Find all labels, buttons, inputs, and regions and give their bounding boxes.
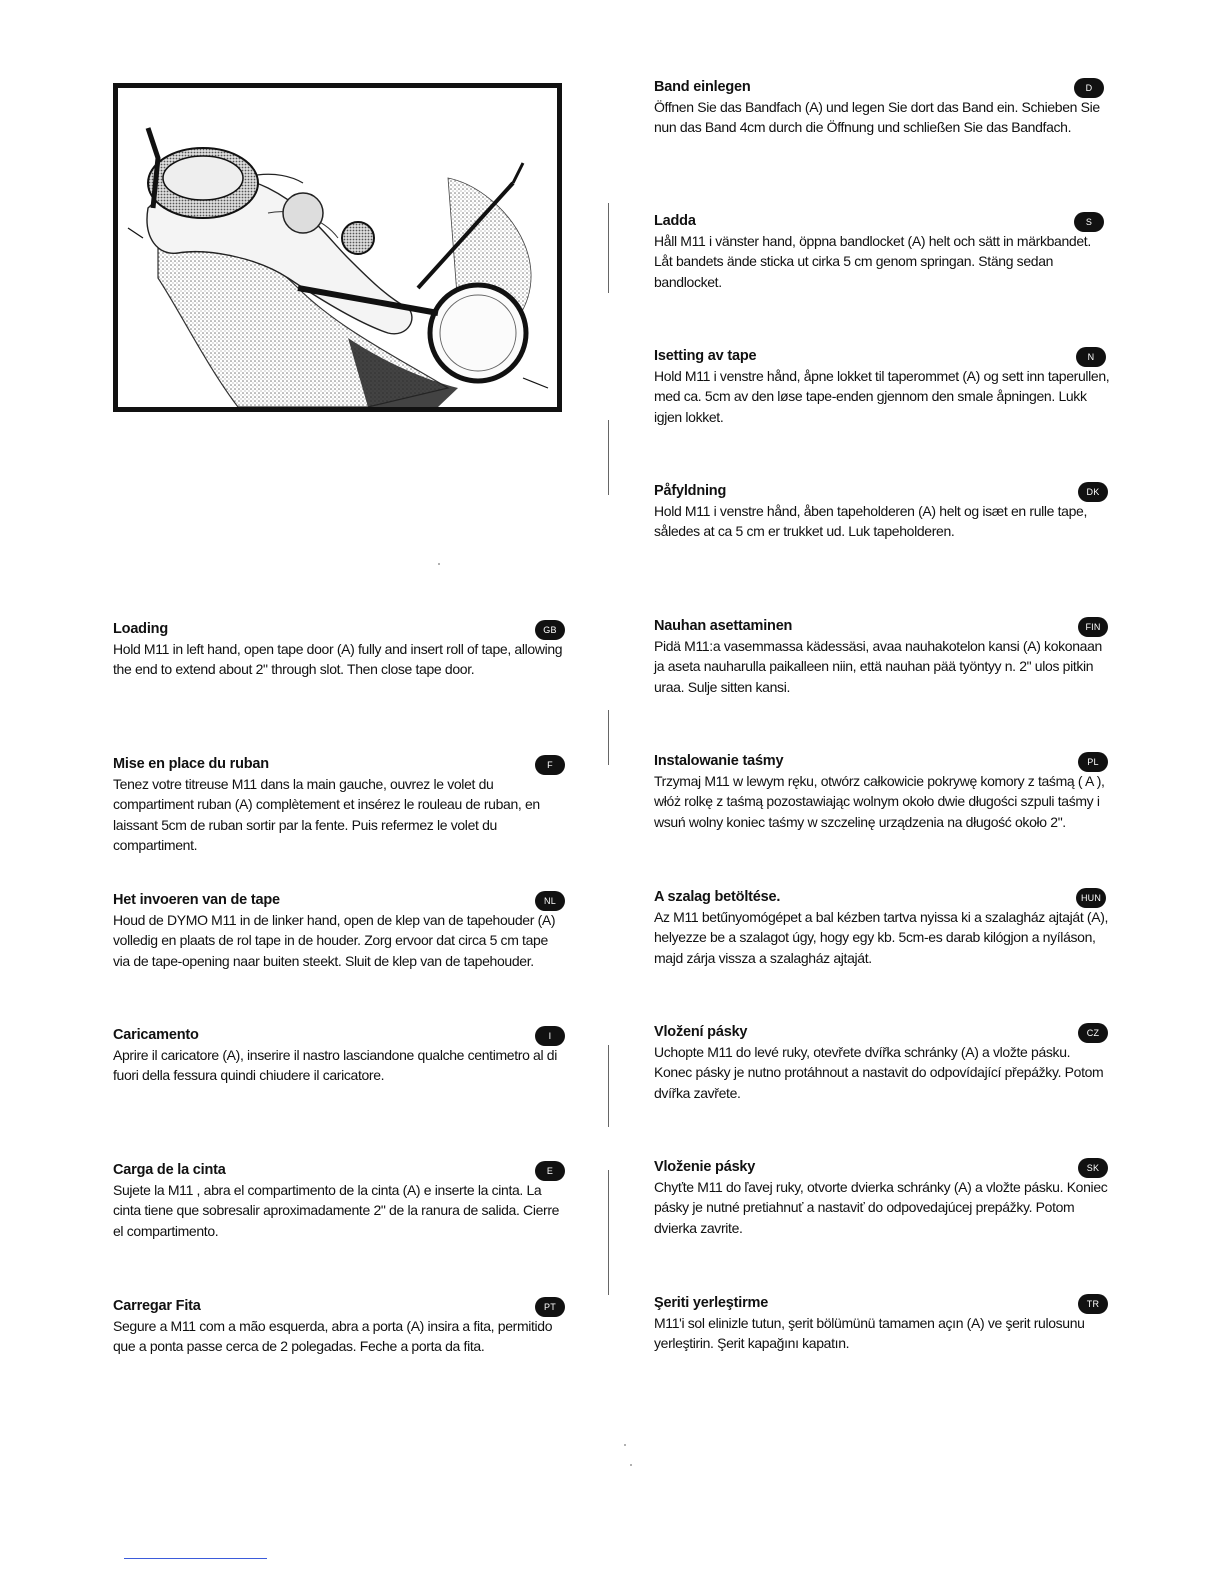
section-cz — [654, 1022, 1110, 1103]
language-badge: GB — [535, 620, 565, 640]
section-title: Vložení pásky — [654, 1024, 748, 1040]
scan-speck — [630, 1464, 632, 1466]
section-f — [113, 754, 565, 855]
language-badge: FIN — [1078, 617, 1108, 637]
language-badge: I — [535, 1026, 565, 1046]
section-text: Chyťte M11 do ľavej ruky, otvorte dvierka schránky (A) a vložte pásku. Koniec pásky je nutné pretiahnuť a nastaviť do odpovedajúcej prepážky. Potom dvierka zavrite. — [654, 1179, 1108, 1236]
section-e — [113, 1160, 565, 1241]
section-text: Hold M11 i venstre hånd, åben tapeholderen (A) helt og isæt en rulle tape, således at ca 5 cm er trukket ud. Luk tapeholderen. — [654, 503, 1088, 540]
section-pt — [113, 1296, 565, 1357]
scan-speck — [438, 563, 440, 565]
section-title: Ladda — [654, 213, 696, 229]
language-badge: E — [535, 1161, 565, 1181]
section-text: Segure a M11 com a mão esquerda, abra a porta (A) insira a fita, permitido que a ponta passe cerca de 2 polegadas. Feche a porta da fita. — [113, 1318, 553, 1355]
section-title: Isetting av tape — [654, 348, 757, 364]
section-sk — [654, 1157, 1110, 1238]
section-title: Caricamento — [113, 1027, 199, 1043]
language-badge: TR — [1078, 1294, 1108, 1314]
language-badge: PT — [535, 1297, 565, 1317]
section-title: Mise en place du ruban — [113, 756, 269, 772]
section-i — [113, 1025, 565, 1086]
language-badge: N — [1076, 347, 1106, 367]
section-n — [654, 346, 1110, 427]
product-photo — [113, 83, 562, 412]
section-title: Band einlegen — [654, 79, 751, 95]
language-badge: PL — [1078, 752, 1108, 772]
language-badge: DK — [1078, 482, 1108, 502]
section-d — [654, 77, 1110, 138]
language-badge: CZ — [1078, 1023, 1108, 1043]
section-text: Aprire il caricatore (A), inserire il nastro lasciandone qualche centimetro al di fuori della fessura quindi chiudere il caricatore. — [113, 1047, 557, 1084]
section-text: Hold M11 in left hand, open tape door (A) fully and insert roll of tape, allowing the end to extend about 2" through slot. Then close tape door. — [113, 641, 563, 678]
section-title: A szalag betöltése. — [654, 889, 781, 905]
section-tr — [654, 1293, 1110, 1354]
label-maker-illustration — [118, 88, 557, 407]
section-title: Het invoeren van de tape — [113, 892, 280, 908]
section-text: M11'i sol elinizle tutun, şerit bölümünü tamamen açın (A) ve şerit rulosunu yerleştirin. Şerit kapağını kapatın. — [654, 1315, 1085, 1352]
language-badge: SK — [1078, 1158, 1108, 1178]
section-dk — [654, 481, 1110, 542]
column-divider — [608, 1045, 609, 1127]
section-s — [654, 211, 1110, 292]
language-badge: HUN — [1076, 888, 1106, 908]
bottom-rule — [124, 1558, 267, 1559]
section-text: Houd de DYMO M11 in de linker hand, open de klep van de tapehouder (A) volledig en plaats de rol tape in de houder. Zorg ervoor dat circa 5 cm tape via de tape-opening naar buiten steekt. Sluit de klep van de tapehouder. — [113, 912, 556, 969]
section-text: Hold M11 i venstre hånd, åpne lokket til taperommet (A) og sett inn taperullen, med ca. 5cm av den løse tape-enden gjennom den smale åpningen. Lukk igjen lokket. — [654, 368, 1110, 425]
section-hun — [654, 887, 1110, 968]
language-badge: D — [1074, 78, 1104, 98]
scan-speck — [624, 1444, 626, 1446]
section-pl — [654, 751, 1110, 832]
language-badge: S — [1074, 212, 1104, 232]
language-badge: F — [535, 755, 565, 775]
section-title: Carregar Fita — [113, 1298, 201, 1314]
column-divider — [608, 1170, 609, 1295]
language-badge: NL — [535, 891, 565, 911]
section-text: Uchopte M11 do levé ruky, otevřete dvířka schránky (A) a vložte pásku. Konec pásky je nutno protáhnout a nastavit do odpovídající přepážky. Potom dvířka zavřete. — [654, 1044, 1104, 1101]
section-title: Loading — [113, 621, 168, 637]
section-title: Påfyldning — [654, 483, 727, 499]
section-text: Az M11 betűnyomógépet a bal kézben tartva nyissa ki a szalagház ajtaját (A), helyezze be a szalagot úgy, hogy egy kb. 5cm-es darab kilógjon a nyíláson, majd zárja vissza a szalagház ajtaját. — [654, 909, 1109, 966]
section-title: Şeriti yerleştirme — [654, 1295, 769, 1311]
section-text: Tenez votre titreuse M11 dans la main gauche, ouvrez le volet du compartiment ruban (A) complètement et insérez le rouleau de ruban, en laissant 5cm de ruban sortir par la fente. Puis refermez le volet du compartiment. — [113, 776, 540, 853]
section-title: Nauhan asettaminen — [654, 618, 793, 634]
section-text: Trzymaj M11 w lewym ręku, otwórz całkowicie pokrywę komory z taśmą ( A ), włóż rolkę z taśmą pozostawiając wolnym około dwie długości szpuli taśmy i wsuń wolny koniec taśmy w szczelinę urządzenia na długość około 2". — [654, 773, 1105, 830]
section-title: Vloženie pásky — [654, 1159, 756, 1175]
section-text: Sujete la M11 , abra el compartimento de la cinta (A) e inserte la cinta. La cinta tiene que sobresalir aproximadamente 2" de la ranura de salida. Cierre el compartimento. — [113, 1182, 560, 1239]
section-text: Pidä M11:a vasemmassa kädessäsi, avaa nauhakotelon kansi (A) kokonaan ja aseta nauharulla paikalleen niin, että nauhan pää työntyy n. 2" ulos pitkin uraa. Sulje sitten kansi. — [654, 638, 1102, 695]
section-title: Carga de la cinta — [113, 1162, 226, 1178]
section-gb — [113, 619, 565, 680]
section-text: Håll M11 i vänster hand, öppna bandlocket (A) helt och sätt in märkbandet. Låt bandets ände sticka ut cirka 5 cm genom springan. Stäng sedan bandlocket. — [654, 233, 1091, 290]
section-title: Instalowanie taśmy — [654, 753, 784, 769]
column-divider — [608, 203, 609, 293]
section-text: Öffnen Sie das Bandfach (A) und legen Sie dort das Band ein. Schieben Sie nun das Band 4cm durch die Öffnung und schließen Sie das Bandfach. — [654, 99, 1100, 136]
section-nl — [113, 890, 565, 971]
column-divider — [608, 710, 609, 765]
section-fin — [654, 616, 1110, 697]
column-divider — [608, 420, 609, 495]
